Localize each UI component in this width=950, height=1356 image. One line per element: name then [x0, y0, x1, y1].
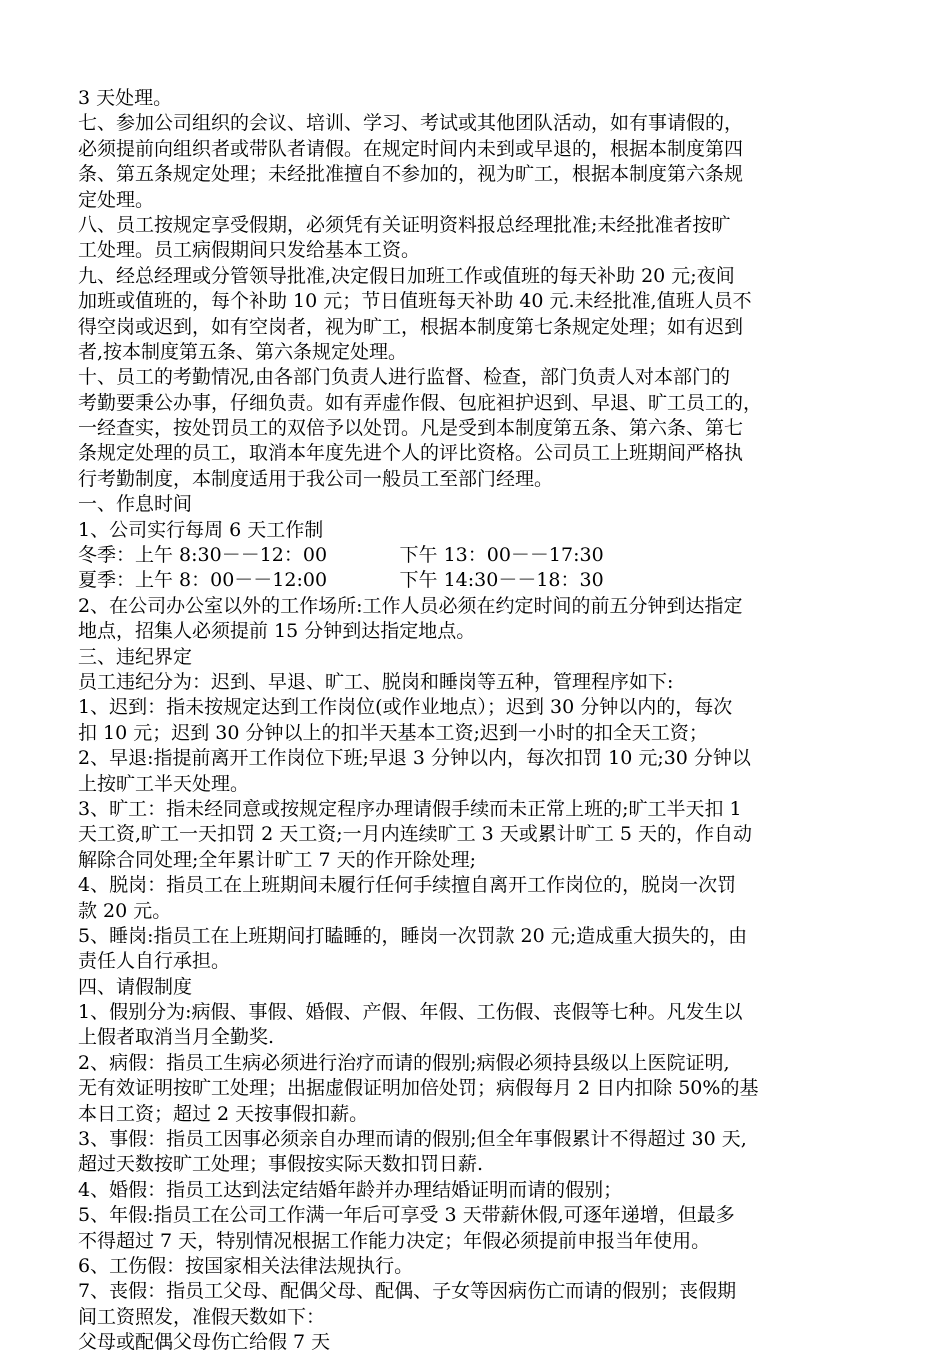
text-line: 者,按本制度第五条、第六条规定处理。 [78, 340, 408, 363]
text-line: 条、第五条规定处理；未经批准擅自不参加的，视为旷工，根据本制度第六条规 [78, 163, 744, 186]
text-line: 4、脱岗：指员工在上班期间未履行任何手续擅自离开工作岗位的，脱岗一次罚 [78, 874, 737, 897]
text-line: 无有效证明按旷工处理；出据虚假证明加倍处罚；病假每月 2 日内扣除 50%的基 [78, 1077, 759, 1100]
text-line: 5、睡岗:指员工在上班期间打瞌睡的，睡岗一次罚款 20 元;造成重大损失的，由 [78, 924, 748, 947]
text-line: 4、婚假：指员工达到法定结婚年龄并办理结婚证明而请的假别； [78, 1178, 623, 1201]
text-line: 四、请假制度 [78, 975, 193, 998]
text-line: 款 20 元。 [78, 899, 172, 922]
text-line: 6、工伤假：按国家相关法律法规执行。 [78, 1254, 414, 1277]
text-line: 冬季：上午 8:30－－12：00 下午 13：00－－17:30 [78, 544, 604, 567]
text-line: 3、旷工：指未经同意或按规定程序办理请假手续而未正常上班的;旷工半天扣 1 [78, 797, 742, 820]
document-body [78, 86, 868, 1356]
text-line: 七、参加公司组织的会议、培训、学习、考试或其他团队活动，如有事请假的， [78, 112, 744, 135]
text-line: 八、员工按规定享受假期，必须凭有关证明资料报总经理批准;未经批准者按旷 [78, 213, 731, 236]
text-line: 间工资照发，准假天数如下： [78, 1305, 326, 1328]
text-line: 2、早退:指提前离开工作岗位下班;早退 3 分钟以内，每次扣罚 10 元;30 分钟以 [78, 747, 751, 770]
text-line: 十、员工的考勤情况,由各部门负责人进行监督、检查，部门负责人对本部门的 [78, 366, 731, 389]
text-line: 不得超过 7 天，特别情况根据工作能力决定；年假必须提前申报当年使用。 [78, 1229, 711, 1252]
text-line: 3、事假：指员工因事必须亲自办理而请的假别;但全年事假累计不得超过 30 天, [78, 1128, 747, 1151]
text-line: 一经查实，按处罚员工的双倍予以处罚。凡是受到本制度第五条、第六条、第七 [78, 417, 744, 440]
text-line: 超过天数按旷工处理；事假按实际天数扣罚日薪. [78, 1153, 484, 1176]
text-line: 1、假别分为:病假、事假、婚假、产假、年假、工伤假、丧假等七种。凡发生以 [78, 1001, 743, 1024]
text-line: 2、病假：指员工生病必须进行治疗而请的假别;病假必须持县级以上医院证明, [78, 1051, 730, 1074]
text-line: 扣 10 元；迟到 30 分钟以上的扣半天基本工资;迟到一小时的扣全天工资； [78, 721, 708, 744]
text-line: 工处理。员工病假期间只发给基本工资。 [78, 239, 421, 262]
text-line: 5、年假:指员工在公司工作满一年后可享受 3 天带薪休假,可逐年递增，但最多 [78, 1204, 735, 1227]
text-line: 定处理。 [78, 188, 155, 211]
text-line: 必须提前向组织者或带队者请假。在规定时间内未到或早退的，根据本制度第四 [78, 137, 744, 160]
text-line: 天工资,旷工一天扣罚 2 天工资;一月内连续旷工 3 天或累计旷工 5 天的，作自动 [78, 823, 752, 846]
text-line: 夏季：上午 8：00－－12:00 下午 14:30－－18：30 [78, 569, 604, 592]
text-line: 一、作息时间 [78, 493, 193, 516]
text-line: 得空岗或迟到，如有空岗者，视为旷工，根据本制度第七条规定处理；如有迟到 [78, 315, 744, 338]
text-line: 员工违纪分为：迟到、早退、旷工、脱岗和睡岗等五种，管理程序如下: [78, 670, 674, 693]
text-line: 地点，招集人必须提前 15 分钟到达指定地点。 [78, 620, 476, 643]
text-line: 本日工资；超过 2 天按事假扣薪。 [78, 1102, 369, 1125]
text-line: 九、经总经理或分管领导批准,决定假日加班工作或值班的每天补助 20 元;夜间 [78, 264, 735, 287]
text-line: 条规定处理的员工，取消本年度先进个人的评比资格。公司员工上班期间严格执 [78, 442, 744, 465]
text-line: 责任人自行承担。 [78, 950, 231, 973]
text-line: 上按旷工半天处理。 [78, 772, 250, 795]
text-line: 解除合同处理;全年累计旷工 7 天的作开除处理; [78, 848, 476, 871]
text-line: 三、违纪界定 [78, 645, 193, 668]
text-line: 父母或配偶父母伤亡给假 7 天 [78, 1331, 331, 1354]
text-line: 7、丧假：指员工父母、配偶父母、配偶、子女等因病伤亡而请的假别；丧假期 [78, 1280, 737, 1303]
text-line: 3 天处理。 [78, 87, 173, 109]
text-line: 2、在公司办公室以外的工作场所:工作人员必须在约定时间的前五分钟到达指定 [78, 594, 743, 617]
text-line: 1、迟到：指未按规定达到工作岗位(或作业地点）；迟到 30 分钟以内的，每次 [78, 696, 733, 719]
text-line: 1、公司实行每周 6 天工作制 [78, 518, 324, 541]
text-line: 加班或值班的，每个补助 10 元；节日值班每天补助 40 元.未经批准,值班人员不 [78, 290, 752, 313]
text-line: 考勤要秉公办事，仔细负责。如有弄虚作假、包庇袒护迟到、早退、旷工员工的， [78, 391, 763, 414]
text-line: 上假者取消当月全勤奖. [78, 1026, 275, 1049]
text-line: 行考勤制度，本制度适用于我公司一般员工至部门经理。 [78, 467, 554, 490]
